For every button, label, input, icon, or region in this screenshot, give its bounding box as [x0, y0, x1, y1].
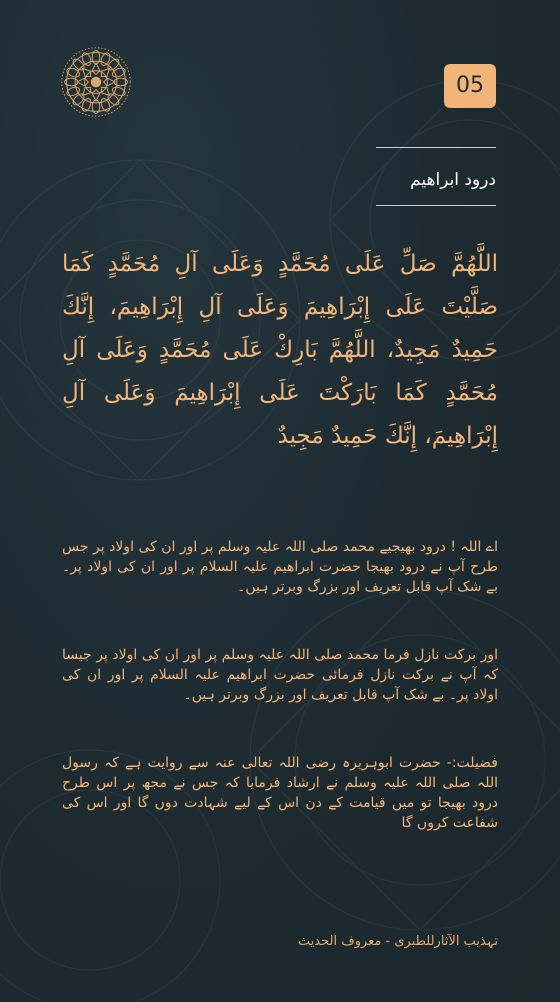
translation-paragraph-2: اور برکت نازل فرما محمد صلی اللہ علیہ وسلم پر اور ان کی اولاد پر جیسا کہ آپ نے برکت نازل فرمائی حضرت ابراهیم علیہ السلام پر اور ان کی اولاد پر۔ بے شک آپ قابل تعریف اور بزرگ وبرتر ہیں۔: [62, 647, 498, 703]
translation-paragraph-1: اے اللہ ! درود بھیجیے محمد صلی اللہ علیہ وسلم پر اور ان کی اولاد پر جس طرح آپ نے درود بھیجا حضرت ابراهیم علیہ السلام پر اور ان کی اولاد پر۔ بے شک آپ قابل تعریف اور بزرگ وبرتر ہیں۔: [62, 539, 498, 595]
ornamental-mandala-icon: [58, 44, 134, 120]
virtue-paragraph: فضیلت:- حضرت ابوہریرہ رضی اللہ تعالی عنہ سے روایت ہے کہ رسول اللہ صلی اللہ علیہ وسلم نے ارشاد فرمایا کہ جس نے مجھ پر اس طرح درود بھیجا تو میں قیامت کے دن اس کے لیے شہادت دوں گا اور اس کی شفاعت کروں گا: [62, 755, 498, 831]
arabic-dua-text: اللَّهُمَّ صَلِّ عَلَى مُحَمَّدٍ وَعَلَى آلِ مُحَمَّدٍ كَمَا صَلَّيْتَ عَلَى إِبْرَاهِيمَ وَعَلَى آلِ إِبْرَاهِيمَ، إِنَّكَ حَمِيدٌ مَجِيدٌ، اللَّهُمَّ بَارِكْ عَلَى مُحَمَّدٍ وَعَلَى آلِ مُحَمَّدٍ كَمَا بَارَكْتَ عَلَى إِبْرَاهِيمَ وَعَلَى آلِ إِبْرَاهِيمَ، إِنَّكَ حَمِيدٌ مَجِيدٌ: [62, 251, 498, 449]
page-title: درود ابراهیم: [410, 170, 496, 190]
source-reference: تہذیب الآثارللطبری - معروف الحدیث: [297, 934, 498, 949]
page-number-badge: 05: [444, 64, 496, 108]
title-divider-bottom: [376, 205, 496, 206]
title-divider-top: [376, 147, 496, 148]
